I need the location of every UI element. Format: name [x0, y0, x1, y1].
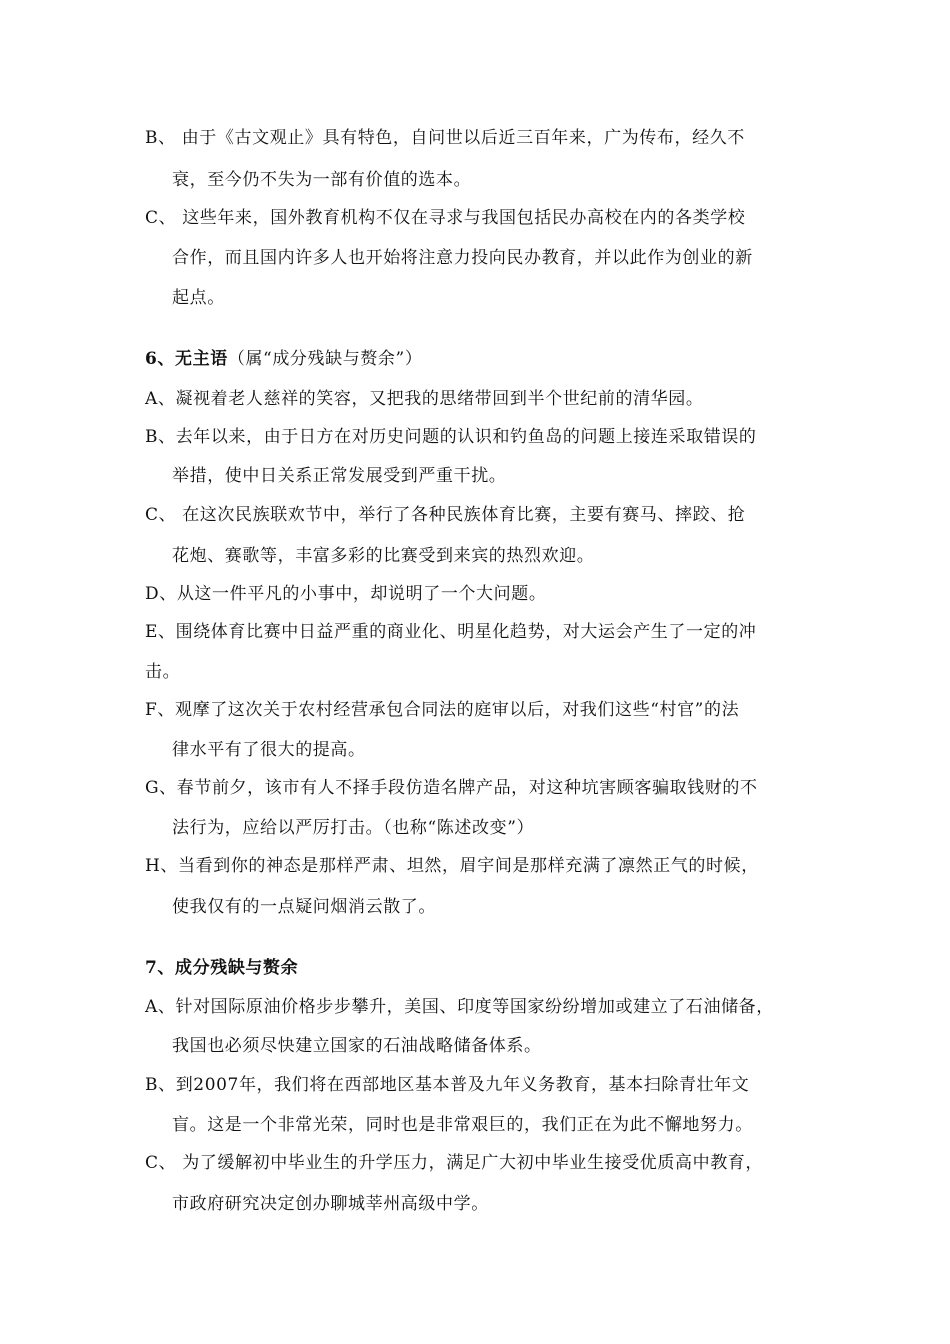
- item-6f-line-1: F、观摩了这次关于农村经营承包合同法的庭审以后，对我们这些“村官”的法: [145, 700, 740, 720]
- item-6b-line-1: B、去年以来，由于日方在对历史问题的认识和钓鱼岛的问题上接连采取错误的: [145, 427, 757, 447]
- item-5b-line-1: B、 由于《古文观止》具有特色，自问世以后近三百年来，广为传布，经久不: [145, 128, 745, 148]
- item-6c-line-2: 花炮、赛歌等，丰富多彩的比赛受到来宾的热烈欢迎。: [172, 546, 595, 566]
- item-6b-line-2: 举措，使中日关系正常发展受到严重干扰。: [172, 466, 507, 486]
- item-7b-line-2: 盲。这是一个非常光荣，同时也是非常艰巨的，我们正在为此不懈地努力。: [172, 1115, 753, 1135]
- item-5c-line-2: 合作，而且国内许多人也开始将注意力投向民办教育，并以此作为创业的新: [172, 248, 753, 268]
- item-6g-line-1: G、春节前夕，该市有人不择手段仿造名牌产品，对这种坑害顾客骗取钱财的不: [145, 778, 758, 798]
- section-6-heading: [145, 347, 422, 371]
- item-7b-line-1: B、到2007年，我们将在西部地区基本普及九年义务教育，基本扫除青壮年文: [145, 1075, 750, 1095]
- item-6a-line-1: A、凝视着老人慈祥的笑容，又把我的思绪带回到半个世纪前的清华园。: [145, 389, 704, 409]
- item-6c-line-1: C、 在这次民族联欢节中，举行了各种民族体育比赛，主要有赛马、摔跤、抢: [145, 505, 746, 525]
- item-7c-line-2: 市政府研究决定创办聊城莘州高级中学。: [172, 1194, 489, 1214]
- item-6h-line-1: H、当看到你的神态是那样严肃、坦然，眉宇间是那样充满了凛然正气的时候，: [145, 856, 759, 876]
- item-5c-line-3: 起点。: [172, 288, 225, 308]
- item-6d-line-1: D、从这一件平凡的小事中，却说明了一个大问题。: [145, 584, 547, 604]
- section-6-title: 6、无主语: [145, 349, 228, 369]
- item-7a-line-1: A、针对国际原油价格步步攀升，美国、印度等国家纷纷增加或建立了石油储备，: [145, 997, 774, 1017]
- item-6h-line-2: 使我仅有的一点疑问烟消云散了。: [172, 897, 436, 917]
- item-5c-line-1: C、 这些年来，国外教育机构不仅在寻求与我国包括民办高校在内的各类学校: [145, 208, 746, 228]
- section-7-title: 7、成分残缺与赘余: [145, 958, 299, 978]
- item-6f-line-2: 律水平有了很大的提高。: [172, 740, 366, 760]
- item-7a-line-2: 我国也必须尽快建立国家的石油战略储备体系。: [172, 1036, 542, 1056]
- section-7-heading: [145, 956, 298, 980]
- item-6g-line-2: 法行为，应给以严厉打击。（也称“陈述改变”）: [172, 818, 535, 838]
- section-6-note: （属“成分残缺与赘余”）: [227, 349, 423, 369]
- item-6e-line-1: E、围绕体育比赛中日益严重的商业化、明星化趋势，对大运会产生了一定的冲: [145, 622, 757, 642]
- item-7c-line-1: C、 为了缓解初中毕业生的升学压力，满足广大初中毕业生接受优质高中教育，: [145, 1153, 764, 1173]
- item-6e-line-2: 击。: [145, 662, 181, 682]
- item-5b-line-2: 衰，至今仍不失为一部有价值的选本。: [172, 170, 472, 190]
